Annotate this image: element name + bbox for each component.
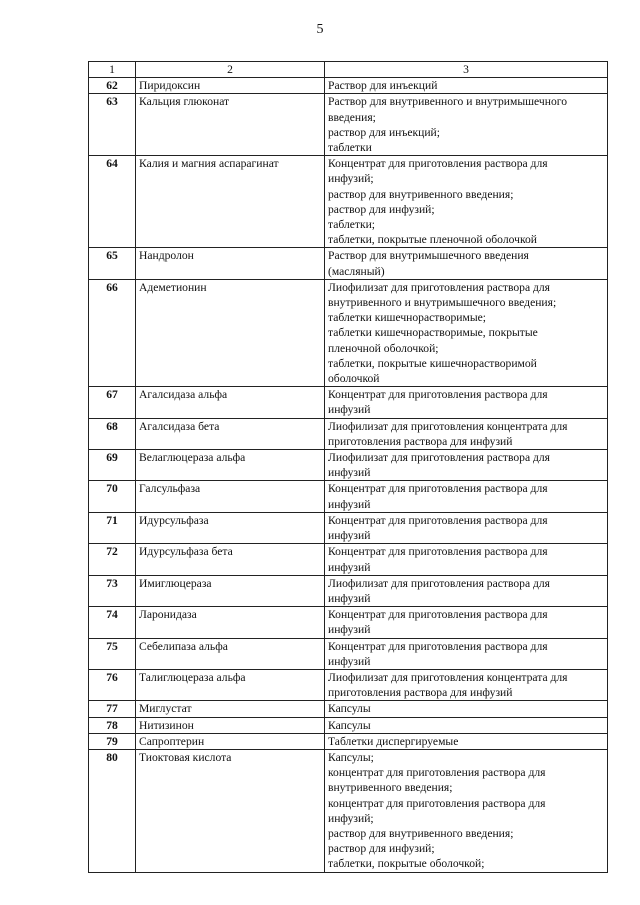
table-row (89, 387, 608, 418)
dosage-form-line: инфузий (328, 654, 371, 668)
dosage-form-line: инфузий (328, 591, 371, 605)
drug-name: Нандролон (136, 248, 325, 279)
table-row (89, 638, 608, 669)
dosage-form-line: Лиофилизат для приготовления раствора для (328, 451, 551, 465)
dosage-forms (325, 156, 608, 248)
row-number: 71 (89, 512, 136, 543)
row-number: 76 (89, 669, 136, 700)
row-number: 66 (89, 279, 136, 386)
dosage-form-line: инфузий (328, 560, 371, 574)
dosage-forms (325, 387, 608, 418)
row-number: 65 (89, 248, 136, 279)
dosage-forms (325, 575, 608, 606)
row-number: 74 (89, 607, 136, 638)
dosage-form-line: Концентрат для приготовления раствора для (328, 608, 548, 622)
row-number: 80 (89, 749, 136, 872)
dosage-form-line: инфузий (328, 497, 371, 511)
table-row (89, 418, 608, 449)
dosage-form-line: пленочной оболочкой; (328, 341, 439, 355)
drug-name: Ларонидаза (136, 607, 325, 638)
row-number: 63 (89, 94, 136, 156)
table-row (89, 749, 608, 872)
drug-name: Велаглюцераза альфа (136, 450, 325, 481)
drug-name: Пиридоксин (136, 78, 325, 94)
table-row (89, 733, 608, 749)
table-row (89, 512, 608, 543)
dosage-form-line: раствор для инфузий; (328, 842, 435, 856)
header-col-3: 3 (325, 62, 608, 78)
table-row (89, 669, 608, 700)
dosage-form-line: Лиофилизат для приготовления раствора для (328, 576, 551, 590)
drug-name: Галсульфаза (136, 481, 325, 512)
dosage-forms (325, 749, 608, 872)
dosage-form-line: Капсулы (328, 718, 371, 732)
row-number: 67 (89, 387, 136, 418)
dosage-forms (325, 94, 608, 156)
drug-name: Тиоктовая кислота (136, 749, 325, 872)
dosage-form-line: концентрат для приготовления раствора для (328, 796, 546, 810)
dosage-form-line: инфузий; (328, 172, 374, 186)
dosage-form-line: Концентрат для приготовления раствора для (328, 388, 548, 402)
table-row (89, 544, 608, 575)
row-number: 72 (89, 544, 136, 575)
dosage-forms (325, 248, 608, 279)
dosage-forms (325, 279, 608, 386)
row-number: 69 (89, 450, 136, 481)
dosage-form-line: внутривенного введения; (328, 781, 453, 795)
dosage-form-line: концентрат для приготовления раствора для (328, 766, 546, 780)
dosage-form-line: Концентрат для приготовления раствора для (328, 482, 548, 496)
row-number: 70 (89, 481, 136, 512)
table-row (89, 94, 608, 156)
drug-name: Идурсульфаза бета (136, 544, 325, 575)
table-row (89, 701, 608, 717)
dosage-form-line: введения; (328, 110, 376, 124)
dosage-form-line: таблетки; (328, 218, 376, 232)
dosage-forms (325, 733, 608, 749)
dosage-form-line: Концентрат для приготовления раствора для (328, 545, 548, 559)
dosage-form-line: раствор для внутривенного введения; (328, 187, 514, 201)
table-row (89, 248, 608, 279)
row-number: 73 (89, 575, 136, 606)
dosage-form-line: приготовления раствора для инфузий (328, 434, 513, 448)
dosage-form-line: инфузий (328, 529, 371, 543)
dosage-form-line: Раствор для внутримышечного введения (328, 249, 529, 263)
dosage-forms (325, 78, 608, 94)
dosage-form-line: приготовления раствора для инфузий (328, 686, 513, 700)
dosage-forms (325, 418, 608, 449)
dosage-form-line: инфузий (328, 466, 371, 480)
dosage-form-line: Концентрат для приготовления раствора для (328, 639, 548, 653)
dosage-form-line: инфузий (328, 403, 371, 417)
drug-name: Калия и магния аспарагинат (136, 156, 325, 248)
dosage-form-line: Лиофилизат для приготовления концентрата для (328, 670, 568, 684)
dosage-forms (325, 701, 608, 717)
drug-name: Агалсидаза бета (136, 418, 325, 449)
dosage-forms (325, 450, 608, 481)
dosage-forms (325, 638, 608, 669)
table-header-row (89, 62, 608, 78)
drug-name: Агалсидаза альфа (136, 387, 325, 418)
dosage-form-line: таблетки, покрытые оболочкой; (328, 857, 485, 871)
dosage-form-line: инфузий; (328, 811, 374, 825)
drug-name: Миглустат (136, 701, 325, 717)
dosage-form-line: Концентрат для приготовления раствора для (328, 157, 548, 171)
dosage-form-line: Лиофилизат для приготовления раствора для (328, 280, 551, 294)
table-row (89, 450, 608, 481)
dosage-forms (325, 669, 608, 700)
row-number: 64 (89, 156, 136, 248)
table-row (89, 575, 608, 606)
drug-name: Имиглюцераза (136, 575, 325, 606)
dosage-form-line: Концентрат для приготовления раствора для (328, 513, 548, 527)
dosage-form-line: Раствор для инъекций (328, 79, 438, 93)
drug-name: Кальция глюконат (136, 94, 325, 156)
table-row (89, 607, 608, 638)
row-number: 68 (89, 418, 136, 449)
dosage-form-line: Капсулы; (328, 750, 374, 764)
dosage-form-line: (масляный) (328, 264, 385, 278)
dosage-form-line: таблетки, покрытые пленочной оболочкой (328, 233, 537, 247)
drug-name: Себелипаза альфа (136, 638, 325, 669)
dosage-form-line: таблетки, покрытые кишечнорастворимой (328, 356, 537, 370)
dosage-forms (325, 544, 608, 575)
row-number: 78 (89, 717, 136, 733)
table-row (89, 279, 608, 386)
dosage-forms (325, 481, 608, 512)
dosage-form-line: Таблетки диспергируемые (328, 734, 459, 748)
row-number: 77 (89, 701, 136, 717)
dosage-form-line: таблетки кишечнорастворимые; (328, 311, 486, 325)
drug-name: Сапроптерин (136, 733, 325, 749)
table-row (89, 481, 608, 512)
dosage-forms (325, 717, 608, 733)
row-number: 62 (89, 78, 136, 94)
dosage-form-line: внутривенного и внутримышечного введения; (328, 296, 557, 310)
drug-table (88, 61, 608, 873)
drug-name: Нитизинон (136, 717, 325, 733)
dosage-form-line: таблетки (328, 141, 372, 155)
header-col-2: 2 (136, 62, 325, 78)
dosage-form-line: раствор для инъекций; (328, 125, 440, 139)
header-col-1: 1 (89, 62, 136, 78)
dosage-form-line: инфузий (328, 623, 371, 637)
dosage-form-line: Раствор для внутривенного и внутримышечного (328, 95, 568, 109)
drug-name: Идурсульфаза (136, 512, 325, 543)
drug-name: Адеметионин (136, 279, 325, 386)
dosage-forms (325, 512, 608, 543)
table-row (89, 78, 608, 94)
row-number: 75 (89, 638, 136, 669)
page-number: 5 (316, 22, 324, 37)
dosage-form-line: раствор для внутривенного введения; (328, 826, 514, 840)
row-number: 79 (89, 733, 136, 749)
dosage-form-line: Капсулы (328, 702, 371, 716)
dosage-forms (325, 607, 608, 638)
table-row (89, 156, 608, 248)
dosage-form-line: раствор для инфузий; (328, 202, 435, 216)
dosage-form-line: оболочкой (328, 372, 380, 386)
drug-name: Талиглюцераза альфа (136, 669, 325, 700)
dosage-form-line: Лиофилизат для приготовления концентрата для (328, 419, 568, 433)
dosage-form-line: таблетки кишечнорастворимые, покрытые (328, 326, 538, 340)
table-row (89, 717, 608, 733)
